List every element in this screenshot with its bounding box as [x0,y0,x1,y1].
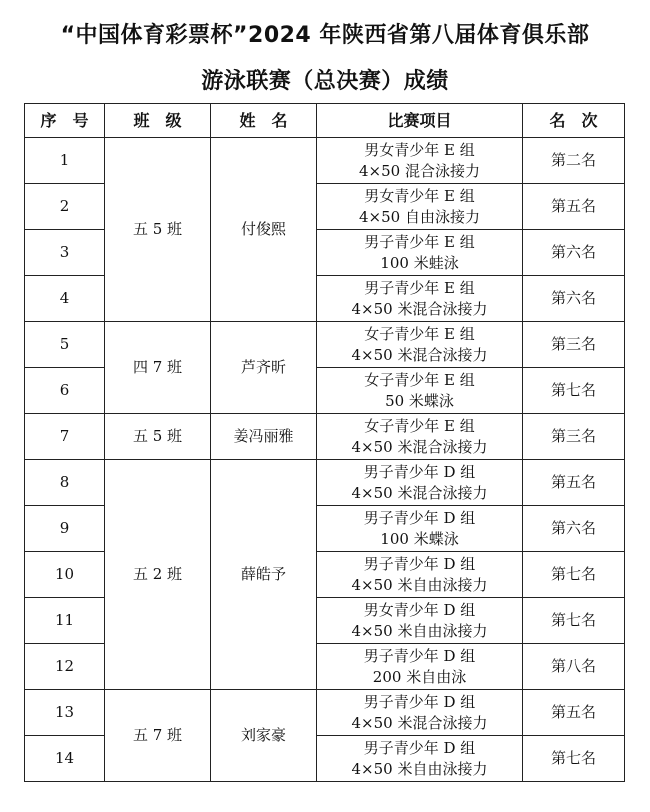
event-line2: 4×50 米自由泳接力 [351,759,488,778]
event-line1: 男女青少年 E 组 [364,140,475,159]
rank-cell: 第八名 [523,644,625,690]
class-cell: 五 5 班 [105,138,211,322]
event-line2: 4×50 米混合泳接力 [351,483,488,502]
event-line2: 50 米蝶泳 [385,391,454,410]
row-number: 7 [25,414,105,460]
rank-cell: 第六名 [523,276,625,322]
event-cell [317,644,523,690]
table-header-row [25,104,625,138]
document-subtitle: 游泳联赛（总决赛）成绩 [201,69,449,94]
class-cell: 五 7 班 [105,690,211,782]
row-number: 4 [25,276,105,322]
event-cell [317,736,523,782]
event-line2: 4×50 米混合泳接力 [351,345,488,364]
row-number: 6 [25,368,105,414]
header-name: 姓 名 [211,104,317,138]
athlete-name-cell: 姜冯丽雅 [211,414,317,460]
row-number: 10 [25,552,105,598]
event-line1: 男女青少年 E 组 [364,186,475,205]
event-line2: 4×50 米混合泳接力 [351,713,488,732]
event-cell [317,276,523,322]
event-cell [317,368,523,414]
rank-cell: 第七名 [523,368,625,414]
header-event: 比赛项目 [317,104,523,138]
row-number: 11 [25,598,105,644]
event-line2: 4×50 米混合泳接力 [351,437,488,456]
event-cell [317,414,523,460]
event-cell [317,598,523,644]
athlete-name-cell: 薛皓予 [211,460,317,690]
event-line2: 4×50 混合泳接力 [359,161,480,180]
athlete-name-cell: 芦齐昕 [211,322,317,414]
event-line1: 女子青少年 E 组 [364,416,475,435]
event-line1: 男子青少年 E 组 [364,278,475,297]
class-cell: 四 7 班 [105,322,211,414]
event-line2: 100 米蛙泳 [380,253,459,272]
row-number: 8 [25,460,105,506]
event-line1: 男子青少年 D 组 [363,692,476,711]
event-line1: 男子青少年 E 组 [364,232,475,251]
event-line2: 4×50 自由泳接力 [359,207,480,226]
event-line2: 100 米蝶泳 [380,529,459,548]
event-line2: 4×50 米混合泳接力 [351,299,488,318]
rank-cell: 第五名 [523,460,625,506]
rank-cell: 第六名 [523,230,625,276]
event-line2: 4×50 米自由泳接力 [351,575,488,594]
header-class: 班 级 [105,104,211,138]
event-cell [317,138,523,184]
class-cell: 五 2 班 [105,460,211,690]
event-line1: 男子青少年 D 组 [363,738,476,757]
athlete-name-cell: 付俊熙 [211,138,317,322]
rank-cell: 第五名 [523,184,625,230]
header-number: 序 号 [25,104,105,138]
document-title: “中国体育彩票杯”2024 年陕西省第八届体育俱乐部 [60,23,590,48]
event-cell [317,552,523,598]
row-number: 1 [25,138,105,184]
table-row [25,414,625,460]
event-line1: 男子青少年 D 组 [363,646,476,665]
row-number: 9 [25,506,105,552]
table-row [25,138,625,184]
header-rank: 名 次 [523,104,625,138]
event-line1: 女子青少年 E 组 [364,324,475,343]
event-cell [317,690,523,736]
row-number: 5 [25,322,105,368]
rank-cell: 第七名 [523,552,625,598]
row-number: 3 [25,230,105,276]
event-line1: 男女青少年 D 组 [363,600,476,619]
rank-cell: 第二名 [523,138,625,184]
results-table [24,103,625,782]
rank-cell: 第七名 [523,736,625,782]
class-cell: 五 5 班 [105,414,211,460]
event-line1: 男子青少年 D 组 [363,508,476,527]
event-line2: 200 米自由泳 [372,667,467,686]
row-number: 14 [25,736,105,782]
table-row [25,460,625,506]
row-number: 12 [25,644,105,690]
athlete-name-cell: 刘家豪 [211,690,317,782]
table-row [25,322,625,368]
event-cell [317,460,523,506]
event-line1: 女子青少年 E 组 [364,370,475,389]
event-line1: 男子青少年 D 组 [363,554,476,573]
event-cell [317,506,523,552]
row-number: 13 [25,690,105,736]
rank-cell: 第三名 [523,414,625,460]
event-line1: 男子青少年 D 组 [363,462,476,481]
rank-cell: 第七名 [523,598,625,644]
event-cell [317,184,523,230]
rank-cell: 第三名 [523,322,625,368]
event-line2: 4×50 米自由泳接力 [351,621,488,640]
rank-cell: 第五名 [523,690,625,736]
event-cell [317,230,523,276]
rank-cell: 第六名 [523,506,625,552]
table-row [25,690,625,736]
row-number: 2 [25,184,105,230]
event-cell [317,322,523,368]
